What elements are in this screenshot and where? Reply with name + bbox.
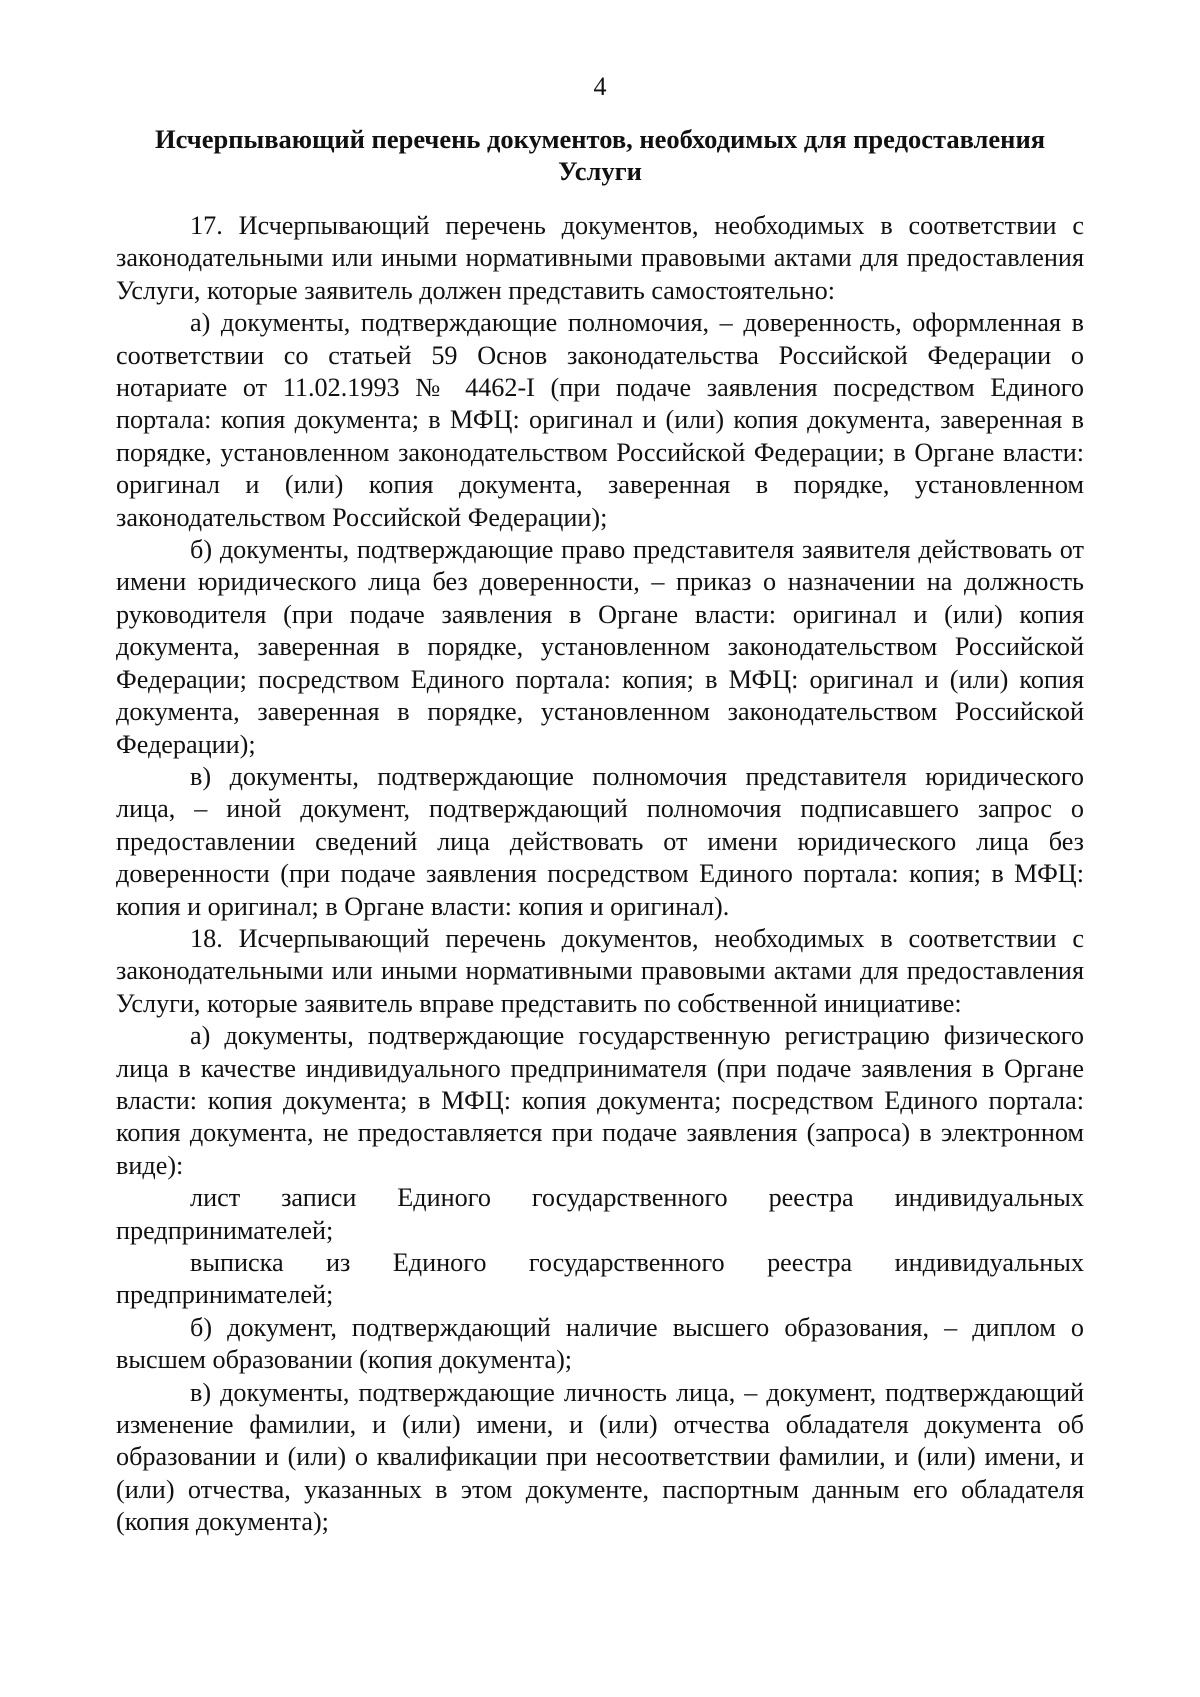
paragraph-17: 17. Исчерпывающий перечень документов, необходимых в соответствии с законодательными или иными нормативными правовыми актами для предоставления Услуги, которые заявитель должен представить самостоятельно:	[116, 211, 1084, 305]
paragraph-18-a: а) документы, подтверждающие государственную регистрацию физического лица в качестве индивидуального предпринимателя (при подаче заявления в Органе власти: копия документа; в МФЦ: копия документа; посредством Единого портала: копия документа, не предоставляется при подаче заявления (запроса) в электронном виде):	[116, 1021, 1084, 1180]
paragraph-18-a-list-2: выписка из Единого государственного реестра индивидуальных предпринимателей;	[116, 1248, 1084, 1310]
paragraph-18-v: в) документы, подтверждающие личность лица, – документ, подтверждающий изменение фамилии, и (или) имени, и (или) отчества обладателя документа об образовании и (или) о квалификации при несоответствии фамилии, и (или) имени, и (или) отчества, указанных в этом документе, паспортным данным его обладателя (копия документа);	[116, 1377, 1084, 1537]
paragraph-17-a: а) документы, подтверждающие полномочия, – доверенность, оформленная в соответствии со статьей 59 Основ законодательства Российской Федерации о нотариате от 11.02.1993 № 4462-I (при подаче заявления посредством Единого портала: копия документа; в МФЦ: оригинал и (или) копия документа, заверенная в порядке, установленном законодательством Российской Федерации; в Органе власти: оригинал и (или) копия документа, заверенная в порядке, установленном законодательством Российской Федерации);	[116, 308, 1084, 532]
page-number: 4	[593, 72, 607, 101]
paragraph-18-a-list-1: лист записи Единого государственного реестра индивидуальных предпринимателей;	[116, 1183, 1084, 1245]
paragraph-18-b: б) документ, подтверждающий наличие высшего образования, – диплом о высшем образовании (копия документа);	[116, 1312, 1084, 1375]
section-heading: Исчерпывающий перечень документов, необходимых для предоставления Услуги	[154, 124, 1046, 186]
paragraph-18: 18. Исчерпывающий перечень документов, необходимых в соответствии с законодательными или иными нормативными правовыми актами для предоставления Услуги, которые заявитель вправе представить по собственной инициативе:	[116, 923, 1084, 1018]
paragraph-17-v: в) документы, подтверждающие полномочия представителя юридического лица, – иной документ, подтверждающий полномочия подписавшего запрос о предоставлении сведений лица действовать от имени юридического лица без доверенности (при подаче заявления посредством Единого портала: копия; в МФЦ: копия и оригинал; в Органе власти: копия и оригинал).	[116, 761, 1084, 921]
paragraph-17-b: б) документы, подтверждающие право представителя заявителя действовать от имени юридического лица без доверенности, – приказ о назначении на должность руководителя (при подаче заявления в Органе власти: оригинал и (или) копия документа, заверенная в порядке, установленном законодательством Российской Федерации; посредством Единого портала: копия; в МФЦ: оригинал и (или) копия документа, заверенная в порядке, установленном законодательством Российской Федерации);	[116, 535, 1084, 759]
document-body	[116, 210, 1084, 1539]
